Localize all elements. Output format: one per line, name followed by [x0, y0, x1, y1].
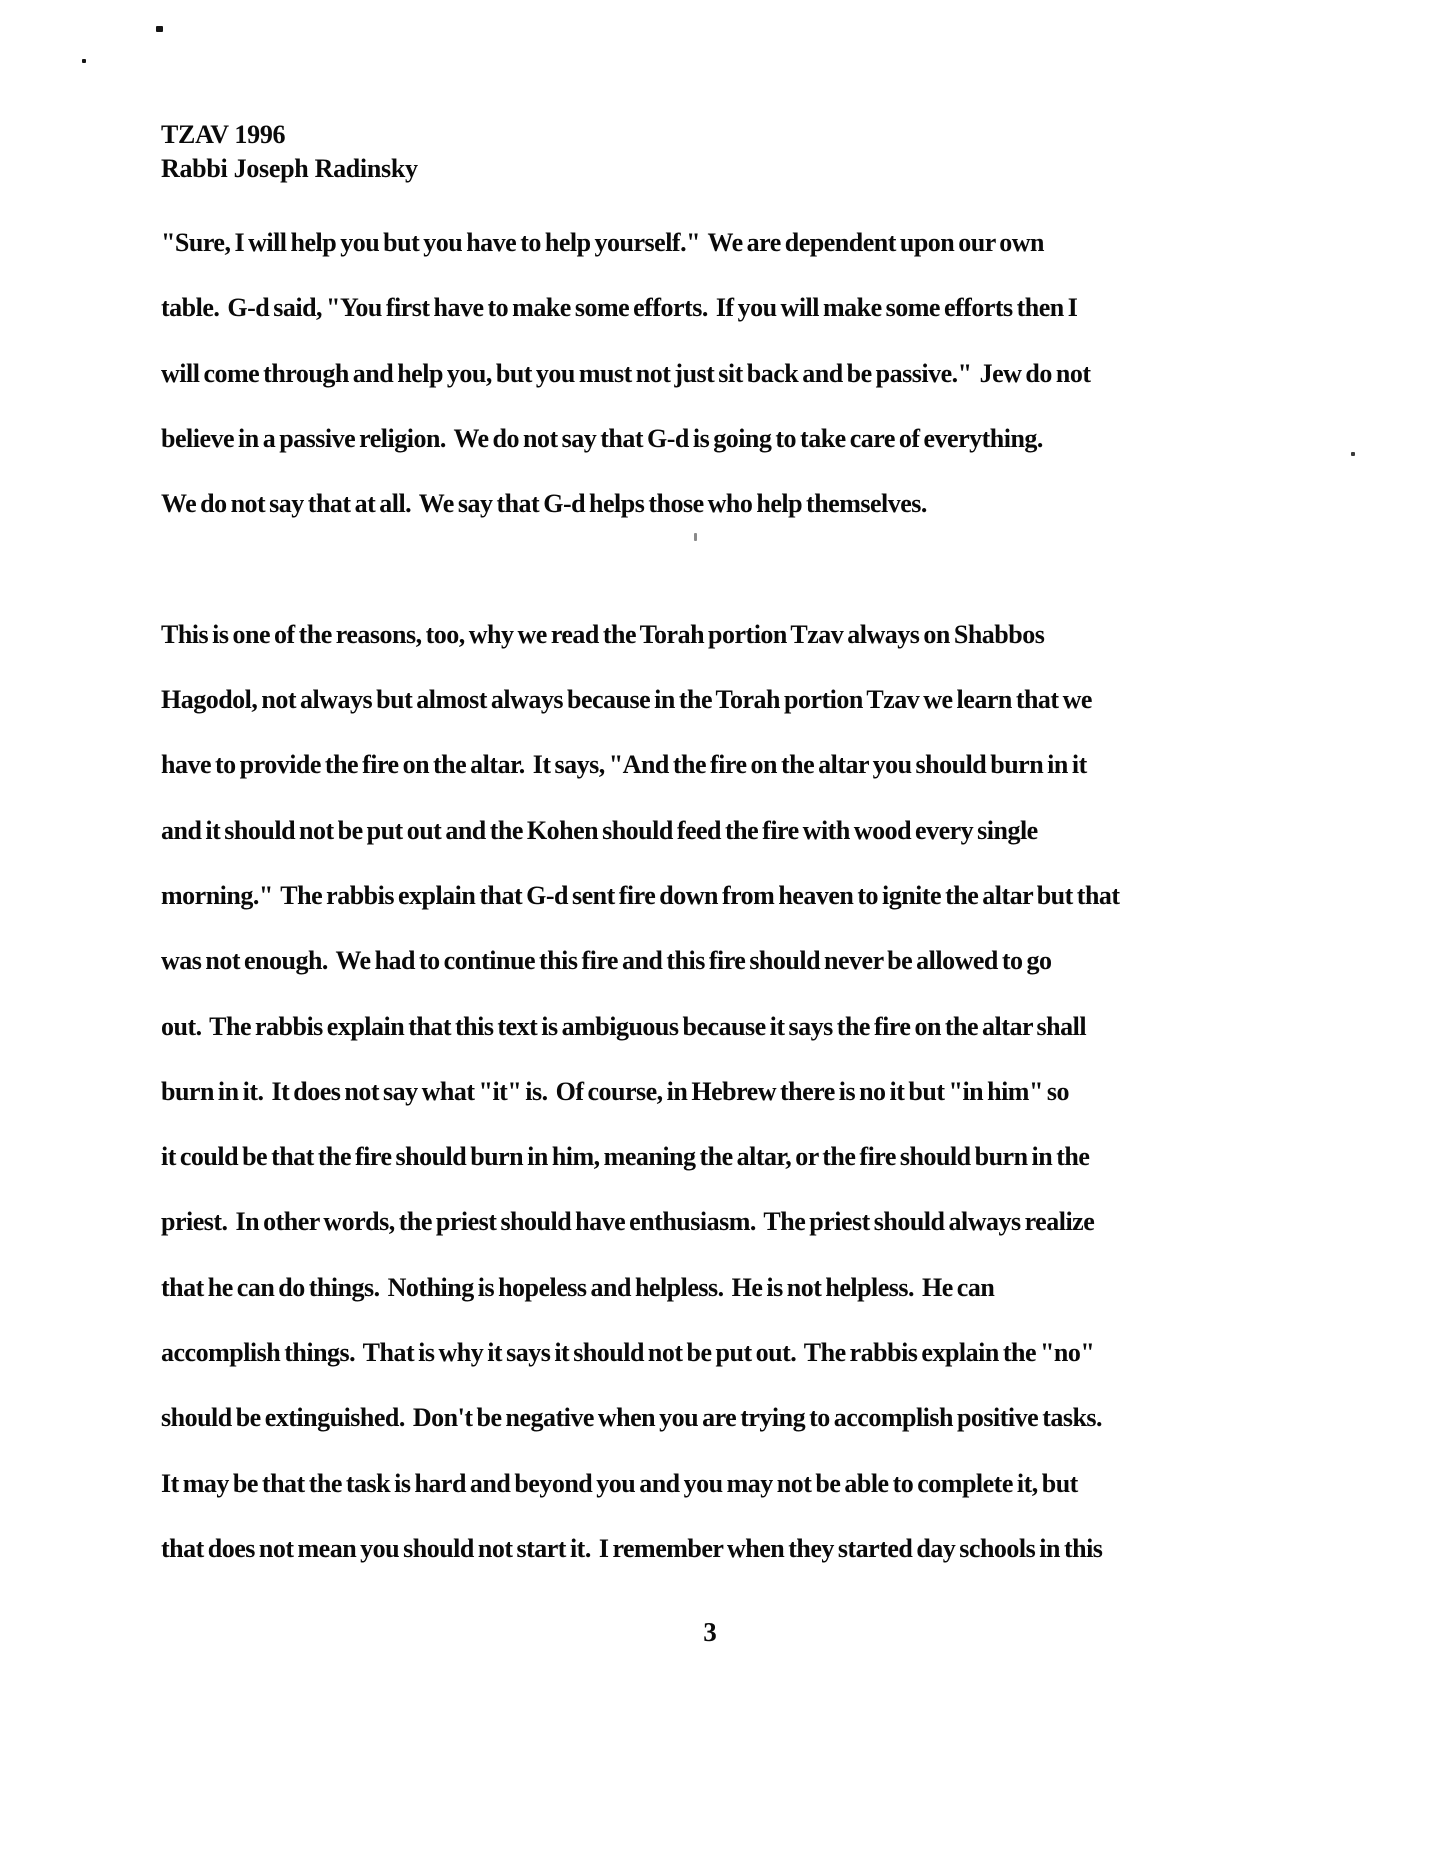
document-author: Rabbi Joseph Radinsky: [161, 154, 418, 183]
text-line: have to provide the fire on the altar. It says, "And the fire on the altar you should burn in it: [161, 750, 1087, 780]
text-line: believe in a passive religion. We do not say that G-d is going to take care of everything.: [161, 423, 1043, 453]
document-body: [161, 210, 1120, 1581]
scan-speck: [82, 59, 86, 63]
document-title: TZAV 1996: [161, 120, 286, 149]
page-number: 3: [703, 1617, 717, 1647]
text-line: "Sure, I will help you but you have to help yourself." We are dependent upon our own: [161, 228, 1044, 257]
text-line: priest. In other words, the priest should have enthusiasm. The priest should always realize: [161, 1207, 1095, 1237]
text-line: Hagodol, not always but almost always because in the Torah portion Tzav we learn that we: [161, 685, 1092, 715]
text-line: morning." The rabbis explain that G-d sent fire down from heaven to ignite the altar but that: [161, 880, 1120, 910]
text-line: will come through and help you, but you must not just sit back and be passive." Jew do not: [161, 358, 1091, 388]
text-line: that he can do things. Nothing is hopeless and helpless. He is not helpless. He can: [161, 1272, 995, 1302]
text-line: This is one of the reasons, too, why we read the Torah portion Tzav always on Shabbos: [161, 619, 1045, 649]
document-header: [161, 118, 418, 186]
text-line: and it should not be put out and the Kohen should feed the fire with wood every single: [161, 815, 1038, 845]
text-line: out. The rabbis explain that this text is ambiguous because it says the fire on the altar shall: [161, 1011, 1087, 1041]
text-line: burn in it. It does not say what "it" is. Of course, in Hebrew there is no it but "in him" so: [161, 1076, 1070, 1106]
text-line: it could be that the fire should burn in him, meaning the altar, or the fire should burn in the: [161, 1142, 1090, 1172]
paragraph: [161, 602, 1120, 1581]
text-line: table. G-d said, "You first have to make some efforts. If you will make some efforts then I: [161, 293, 1078, 323]
paragraph-spacer: [161, 536, 1120, 601]
text-line: It may be that the task is hard and beyond you and you may not be able to complete it, but: [161, 1468, 1078, 1498]
scan-speck: [1351, 452, 1355, 456]
text-line: accomplish things. That is why it says it should not be put out. The rabbis explain the "no": [161, 1338, 1095, 1368]
text-line: that does not mean you should not start it. I remember when they started day schools in this: [161, 1533, 1103, 1563]
scan-speck: [156, 26, 163, 32]
text-line: We do not say that at all. We say that G-d helps those who help themselves.: [161, 489, 927, 519]
text-line: was not enough. We had to continue this fire and this fire should never be allowed to go: [161, 946, 1052, 976]
paragraph: [161, 210, 1120, 536]
text-line: should be extinguished. Don't be negative when you are trying to accomplish positive tasks.: [161, 1403, 1103, 1433]
